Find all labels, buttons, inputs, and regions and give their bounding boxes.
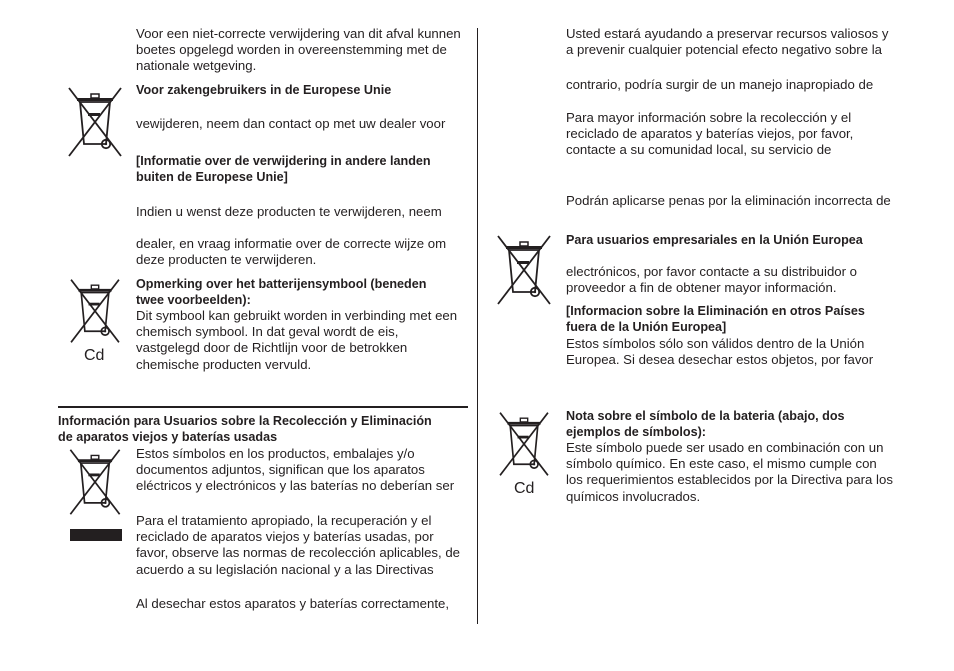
crossed-out-wheelie-bin-icon <box>65 446 125 518</box>
spanish-right-text-3: Para mayor información sobre la recolección y el reciclado de aparatos y baterías viejos, por favor, contacte a su comunidad local, su servicio de <box>566 110 854 158</box>
spanish-outside-heading: [Informacion sobre la Eliminación en otros Países fuera de la Unión Europea] <box>566 304 865 335</box>
dutch-business-heading: Voor zakengebruikers in de Europese Unie <box>136 83 392 97</box>
section-rule <box>58 406 468 408</box>
crossed-out-wheelie-bin-icon <box>65 276 125 346</box>
cadmium-symbol: Cd <box>84 347 105 364</box>
crossed-out-wheelie-bin-icon <box>494 232 554 308</box>
spanish-left-text-2: Para el tratamiento apropiado, la recuperación y el reciclado de aparatos viejos y baterías usadas, por favor, observe las normas de recolección aplicables, de acuerdo a su legislación nacional y a las Directivas <box>136 513 461 577</box>
spanish-right-text-1: Usted estará ayudando a preservar recursos valiosos y a prevenir cualquier potencial efecto negativo sobre la <box>566 26 889 58</box>
crossed-out-wheelie-bin-icon <box>494 409 554 479</box>
dutch-battery-heading: Opmerking over het batterijensymbool (beneden twee voorbeelden): <box>136 277 427 308</box>
crossed-out-wheelie-bin-icon <box>65 84 125 160</box>
spanish-outside-text: Estos símbolos sólo son válidos dentro de la Unión Europea. Si desea desechar estos objetos, por favor <box>566 336 874 368</box>
spanish-left-text-1: Estos símbolos en los productos, embalajes y/o documentos adjuntos, significan que los aparatos eléctricos y electrónicos y las baterías no deberían ser <box>136 446 455 494</box>
spanish-battery-text: Este símbolo puede ser usado en combinación con un símbolo químico. En este caso, el mismo cumple con los requerimientos establecidos por la Directiva para los químicos involucrados. <box>566 440 893 504</box>
column-divider <box>477 28 478 624</box>
spanish-left-text-3: Al desechar estos aparatos y baterías correctamente, <box>136 596 449 611</box>
spanish-business-heading: Para usuarios empresariales en la Unión Europea <box>566 233 863 247</box>
dutch-battery-text: Dit symbool kan gebruikt worden in verbinding met een chemisch symbool. In dat geval wordt de eis, vastgelegd door de Richtlijn voor de betrokken chemische producten vervuld. <box>136 308 458 372</box>
spanish-info-heading: Información para Usuarios sobre la Recolección y Eliminación de aparatos viejos y baterías usadas <box>58 414 432 445</box>
spanish-business-text: electrónicos, por favor contacte a su distribuidor o proveedor a fin de obtener mayor información. <box>566 264 858 296</box>
dutch-outside-heading: [Informatie over de verwijdering in andere landen buiten de Europese Unie] <box>136 154 431 185</box>
cadmium-symbol: Cd <box>514 480 535 497</box>
spanish-battery-heading: Nota sobre el símbolo de la bateria (abajo, dos ejemplos de símbolos): <box>566 409 845 440</box>
black-bar-symbol <box>70 529 122 541</box>
dutch-outside-text-2: dealer, en vraag informatie over de correcte wijze om deze producten te verwijderen. <box>136 236 447 268</box>
dutch-business-text: vewijderen, neem dan contact op met uw dealer voor <box>136 116 446 131</box>
spanish-right-text-4: Podrán aplicarse penas por la eliminación incorrecta de <box>566 193 891 208</box>
spanish-right-text-2: contrario, podría surgir de un manejo inapropiado de <box>566 77 874 92</box>
dutch-intro: Voor een niet-correcte verwijdering van dit afval kunnen boetes opgelegd worden in overeenstemming met de nationale wetgeving. <box>136 26 461 74</box>
dutch-outside-text-1: Indien u wenst deze producten te verwijderen, neem <box>136 204 442 219</box>
